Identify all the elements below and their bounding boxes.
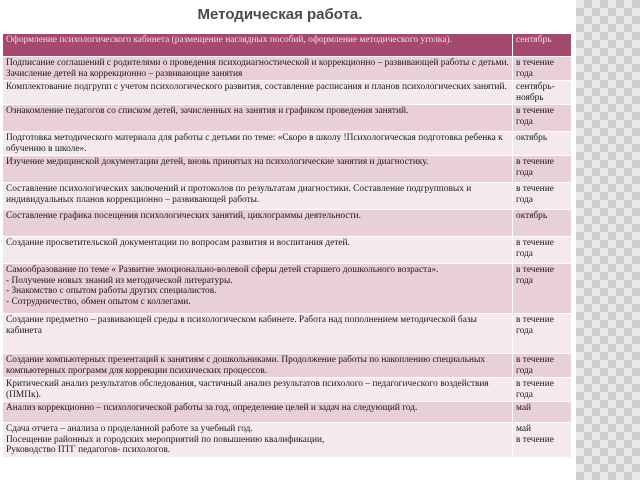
term-cell: в течение года: [513, 264, 572, 314]
term-cell: в течение года: [513, 354, 572, 378]
task-cell: Подготовка методического материала для работы с детьми по теме: «Скоро в школу !Психологическая подготовка ребенка к обучению в школе».: [3, 132, 513, 156]
checkerboard-decoration: [576, 0, 640, 480]
task-cell: Создание просветительской документации по вопросам развития и воспитания детей.: [3, 237, 513, 264]
table-row: [3, 423, 572, 458]
table-row: [3, 132, 572, 156]
table-row: [3, 57, 572, 81]
header-term-cell: сентябрь: [513, 34, 572, 57]
table-row: [3, 402, 572, 423]
term-cell: в течение года: [513, 57, 572, 81]
methodical-work-table: [2, 33, 572, 458]
task-cell: Комплектование подгрупп с учетом психологического развития, составление расписания и планов психологических занятий.: [3, 81, 513, 105]
term-cell: в течение года: [513, 105, 572, 132]
table-row: [3, 354, 572, 378]
task-cell: Изучение медицинской документации детей, вновь принятых на психологические занятия и диагностику.: [3, 156, 513, 183]
table-row: [3, 183, 572, 210]
table-row: [3, 264, 572, 314]
task-cell: Создание компьютерных презентаций к занятиям с дошкольниками. Продолжение работы по накоплению специальных компьютерных программ для коррекции психических процессов.: [3, 354, 513, 378]
task-cell: Составление графика посещения психологических занятий, циклограммы деятельности.: [3, 210, 513, 237]
page-title: Методическая работа.: [197, 6, 363, 23]
table-row: [3, 81, 572, 105]
term-cell: в течение года: [513, 314, 572, 354]
term-cell: сентябрь-ноябрь: [513, 81, 572, 105]
task-cell: Составление психологических заключений и протоколов по результатам диагностики. Составление подгрупповых и индивидуальных планов коррекционно – развивающей работы.: [3, 183, 513, 210]
term-cell: в течение года: [513, 183, 572, 210]
task-cell: Подписание соглашений с родителями о проведения психодиагностической и коррекционно – развивающей работы с детьми. Зачисление детей на коррекционно – развивающие занятия: [3, 57, 513, 81]
header-task-cell: Оформление психологического кабинета (размещение наглядных пособий, оформление методического уголка).: [3, 34, 513, 57]
term-cell: май в течение: [513, 423, 572, 458]
task-cell: Анализ коррекционно – психологической работы за год, определение целей и задач на следующий год.: [3, 402, 513, 423]
term-cell: в течение года: [513, 237, 572, 264]
table-row: [3, 314, 572, 354]
table-row: [3, 378, 572, 402]
table-row: [3, 210, 572, 237]
task-cell: Ознакомление педагогов со списком детей, зачисленных на занятия и графиком проведения занятий.: [3, 105, 513, 132]
table-row: [3, 105, 572, 132]
term-cell: в течение года: [513, 378, 572, 402]
task-cell: Сдача отчета – анализа о проделанной работе за учебный год. Посещение районных и городских мероприятий по повышению квалификации, Руководство ПТГ педагогов- психологов.: [3, 423, 513, 458]
term-cell: октябрь: [513, 210, 572, 237]
term-cell: май: [513, 402, 572, 423]
task-cell: Критический анализ результатов обследования, частичный анализ результатов психолого – педагогического воздействия (ПМПк).: [3, 378, 513, 402]
task-cell: Самообразование по теме « Развитие эмоционально-волевой сферы детей старшего дошкольного возраста». - Получение новых знаний из методической литературы. - Знакомство с опытом работы других специалистов. - Сотрудничество, обмен опытом с коллегами.: [3, 264, 513, 314]
table-row: [3, 237, 572, 264]
table-header-row: [3, 34, 572, 57]
task-cell: Создание предметно – развивающей среды в психологическом кабинете. Работа над пополнением методической базы кабинета: [3, 314, 513, 354]
term-cell: октябрь: [513, 132, 572, 156]
term-cell: в течение года: [513, 156, 572, 183]
table-row: [3, 156, 572, 183]
